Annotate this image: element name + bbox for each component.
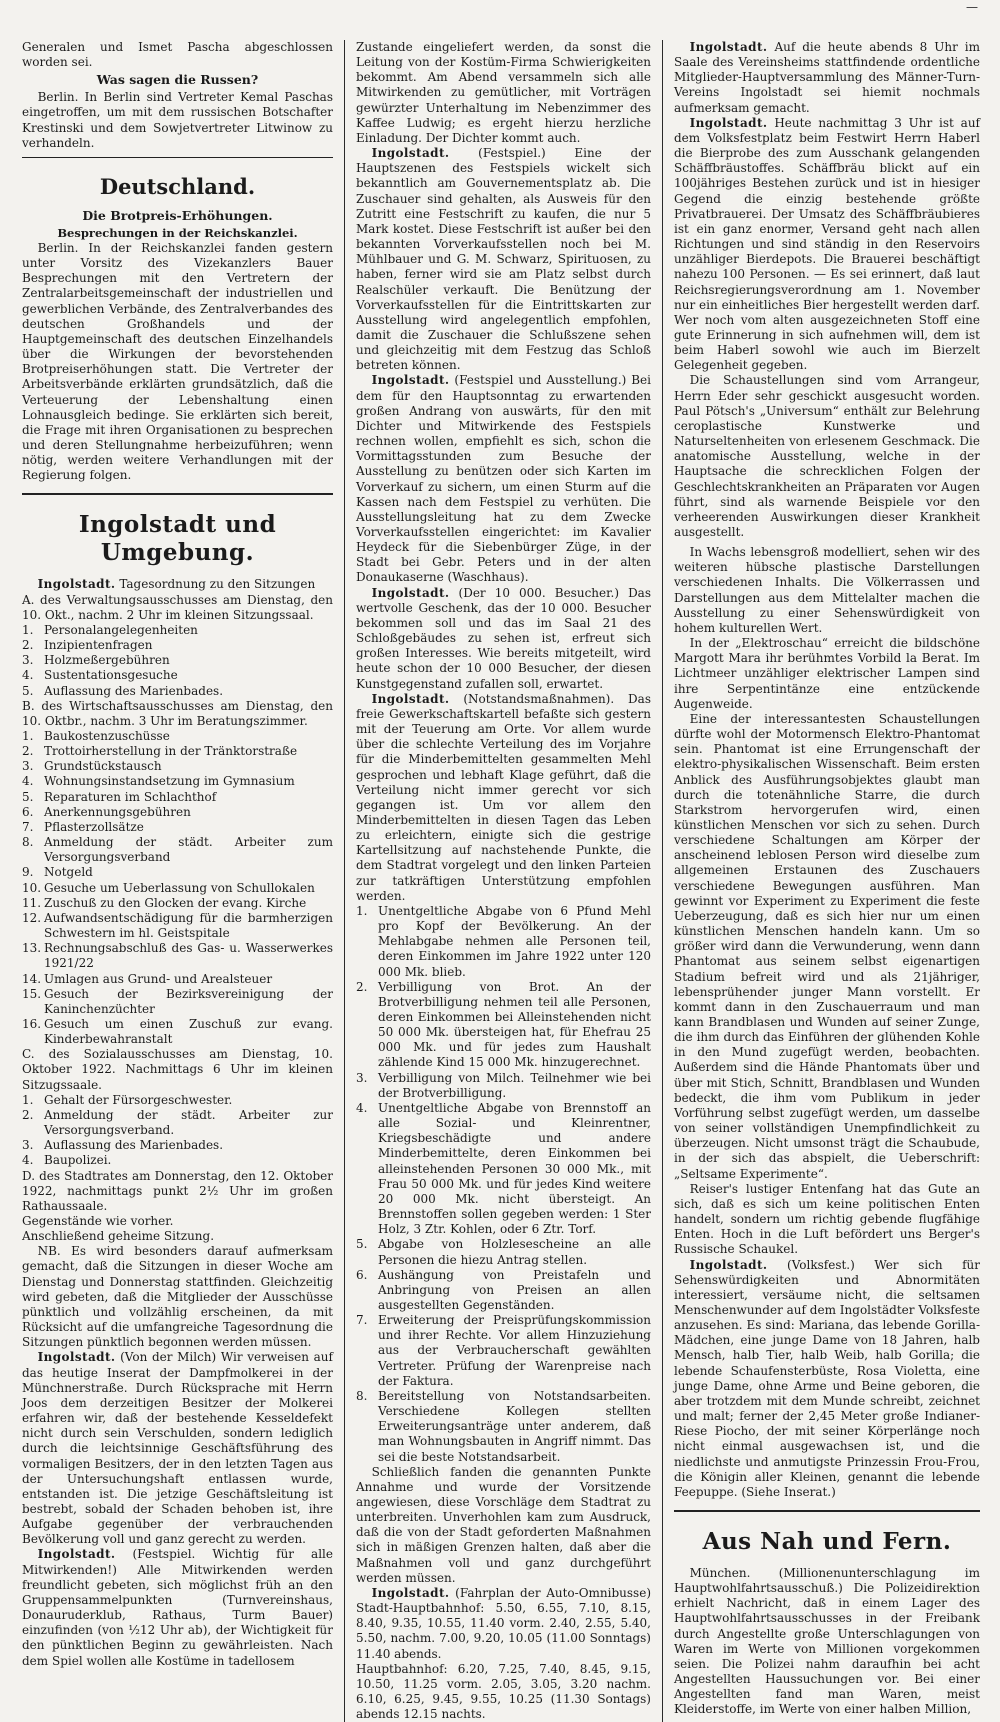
list-number: 4. bbox=[22, 1153, 34, 1168]
list-number: 7. bbox=[22, 819, 34, 834]
deutschland-heading: Deutschland. bbox=[99, 173, 256, 199]
list-text: Abgabe von Holzlesescheine an alle Personen die hiezu Antrag stellen. bbox=[378, 1237, 651, 1267]
list-number: 1. bbox=[22, 622, 34, 637]
nah-fern-heading: Aus Nah und Fern. bbox=[702, 1528, 952, 1555]
brotpreis-heading: Die Brotpreis-Erhöhungen. bbox=[82, 207, 273, 223]
dateline: Ingolstadt. bbox=[37, 1350, 116, 1365]
brotpreis-subheading: Besprechungen in der Reichskanzlei. bbox=[57, 225, 298, 240]
list-text: Anmeldung der städt. Arbeiter zur Versorgungsverband. bbox=[44, 1107, 333, 1138]
dateline: Ingolstadt. bbox=[371, 585, 450, 600]
dateline: Ingolstadt. bbox=[371, 146, 450, 161]
intro-paragraph: Generalen und Ismet Pascha abgeschlossen worden sei. bbox=[22, 40, 333, 70]
list-number: 6. bbox=[356, 1267, 368, 1282]
notstand-paragraph bbox=[356, 692, 651, 904]
list-item bbox=[356, 1237, 651, 1267]
festspiel2-paragraph bbox=[356, 146, 651, 373]
list-text: Inzipientenfragen bbox=[44, 638, 153, 653]
dateline: Ingolstadt. bbox=[689, 1257, 768, 1272]
list-number: 8. bbox=[356, 1388, 368, 1403]
festspiel1-paragraph bbox=[22, 1547, 333, 1668]
list-item bbox=[22, 759, 333, 774]
list-text: Gesuch um einen Zuschuß zur evang. Kinderbewahranstalt bbox=[44, 1016, 333, 1047]
list-number: 3. bbox=[22, 1138, 34, 1153]
list-text: Pflasterzollsätze bbox=[44, 819, 144, 834]
page-mark: — bbox=[966, 0, 978, 14]
russen-heading: Was sagen die Russen? bbox=[96, 72, 259, 88]
list-text: Baupolizei. bbox=[44, 1153, 112, 1168]
list-number: 14. bbox=[22, 971, 42, 986]
list-item bbox=[22, 972, 333, 987]
schluss-paragraph: Schließlich fanden die genannten Punkte Annahme und wurde der Vorsitzende angewiesen, diese Vorschläge dem Stadtrat zu unterbreiten. Unverhohlen kam zum Ausdruck, daß die von der Stadt geforderten Maßnahmen sich in mäßigen Grenzen halten, daß aber die Maßnahmen voll und ganz durchgeführt werden müssen. bbox=[356, 1464, 651, 1585]
list-number: 5. bbox=[22, 789, 34, 804]
fahrplan-text: (Fahrplan der Auto-Omnibusse) Stadt-Hauptbahnhof: 5.50, 6.55, 7.10, 8.15, 8.40, 9.35, 10.55, 11.40 vorm. 2.40, 2.55, 5.40, 5.50, nachm. 7.00, 9.20, 10.05 (11.00 Sonntags) 11.40 abends. bbox=[356, 1585, 651, 1661]
list-item bbox=[22, 653, 333, 668]
list-item bbox=[22, 865, 333, 880]
list-item bbox=[22, 1093, 333, 1108]
list-number: 4. bbox=[22, 668, 34, 683]
bier-paragraph bbox=[674, 116, 980, 374]
elektro-paragraph: In der „Elektroschau“ erreicht die bildschöne Margott Mara ihr berühmtes Vorbild la Berat. Im Lichtmeer unzähliger elektrischer Lampen sind ihre Serpentintänze eine entzückende Augenweide. bbox=[674, 636, 980, 711]
reiser-paragraph: Reiser's lustiger Entenfang hat das Gute an sich, daß es sich um keine politischen Enten handelt, sondern um richtig gebende flugfähige Enten. Hoch in die Luft befördert uns Berger's Russische Schaukel. bbox=[674, 1181, 980, 1257]
russen-paragraph: Berlin. In Berlin sind Vertreter Kemal Paschas eingetroffen, um mit dem russischen Botschafter Krestinski und dem Sowjetvertreter Litwinow zu verhandeln. bbox=[22, 90, 333, 150]
list-item bbox=[22, 1108, 333, 1138]
dateline: Ingolstadt. bbox=[689, 40, 768, 54]
list-text: Anmeldung der städt. Arbeiter zum Versorgungsverband bbox=[44, 835, 333, 865]
list-item bbox=[22, 744, 333, 759]
list-text: Gesuche um Ueberlassung von Schullokalen bbox=[44, 880, 315, 895]
list-text: Unentgeltliche Abgabe von 6 Pfund Mehl pro Kopf der Bevölkerung. An der Mehlabgabe nehmen alle Personen teil, deren Einkommen im Jahre 1922 unter 120 000 Mk. blieb. bbox=[378, 903, 651, 979]
list-item bbox=[22, 623, 333, 638]
list-text: Aufwandsentschädigung für die barmherzigen Schwestern im hl. Geistspitale bbox=[44, 910, 333, 941]
brotpreis-paragraph: Berlin. In der Reichskanzlei fanden gestern unter Vorsitz des Vizekanzlers Bauer Besprechungen mit den Vertretern der Zentralarbeitsgemeinschaft der industriellen und gewerblichen Verbände, des Zentralverbandes des deutschen Großhandels und der Hauptgemeinschaft des deutschen Einzelhandels über die Wirkungen der bevorstehenden Brotpreiserhöhungen statt. Die Vertreter der Arbeitsverbände erklärten grundsätzlich, daß die Verteuerung der Lebenshaltung einen Lohnausgleich bedinge. Sie erklärten sich bereit, die Frage mit ihren Organisationen zu besprechen und deren Stellungnahme herbeizuführen; wenn nötig, werden weitere Verhandlungen mit der Regierung folgen. bbox=[22, 240, 333, 483]
milch-text: (Von der Milch) Wir verweisen auf das heutige Inserat der Dampfmolkerei in der Münchnerstraße. Durch Rücksprache mit Herrn Joos dem derzeitigen Besitzer der Molkerei erfahren wir, daß der bestehende Kesseldefekt nicht durch sein Verschulden, sondern lediglich durch die leichtsinnige Geschäftsführung des vormaligen Besitzers, der in den letzten Tagen aus der Untersuchungshaft entlassen wurde, entstanden ist. Die jetzige Geschäftsleitung ist bestrebt, sobald der Schaden behoben ist, ihre Aufgabe gegenüber der verbrauchenden Bevölkerung voll und ganz gerecht zu werden. bbox=[22, 1350, 333, 1547]
list-text: Notgeld bbox=[44, 865, 93, 880]
list-item bbox=[356, 980, 651, 1071]
list-text: Rechnungsabschluß des Gas- u. Wasserwerkes 1921/22 bbox=[44, 941, 333, 971]
list-item bbox=[22, 774, 333, 789]
dateline: Ingolstadt. bbox=[689, 115, 768, 130]
list-text: Grundstückstausch bbox=[44, 759, 162, 774]
list-number: 2. bbox=[356, 979, 368, 994]
list-number: 8. bbox=[22, 835, 34, 850]
list-a bbox=[22, 623, 333, 699]
tagesordnung-text: Tagesordnung zu den Sitzungen bbox=[119, 577, 316, 592]
column-1 bbox=[22, 40, 344, 1722]
ausstellung-paragraph bbox=[356, 373, 651, 585]
list-text: Gehalt der Fürsorgeschwester. bbox=[44, 1092, 233, 1107]
volksfest-paragraph bbox=[674, 1258, 980, 1501]
list-item bbox=[22, 881, 333, 896]
turn-paragraph bbox=[674, 40, 980, 116]
list-number: 13. bbox=[22, 941, 42, 956]
divider bbox=[674, 1510, 980, 1512]
list-text: Baukostenzuschüsse bbox=[44, 729, 170, 743]
besucher-text: (Der 10 000. Besucher.) Das wertvolle Geschenk, das der 10 000. Besucher bekommen soll und das im Saal 21 des Schloßgebäudes zu sehen ist, erfreut sich großen Interesses. Wie bereits mitgeteilt, wird heute schon der 10 000 Besucher, der diesen Kunstgegenstand zufallen soll, erwartet. bbox=[356, 585, 651, 691]
list-text: Personalangelegenheiten bbox=[44, 622, 198, 637]
list-text: Gesuch der Bezirksvereinigung der Kaninchenzüchter bbox=[44, 986, 333, 1016]
list-item bbox=[22, 835, 333, 865]
continuation-paragraph: Zustande eingeliefert werden, da sonst die Leitung von der Kostüm-Firma Schwierigkeiten bekommt. Am Abend versammeln sich alle Mitwirkenden zu gemütlicher, mit Vorträgen gewürzter Unterhaltung im Nebenzimmer des Kaffee Ludwig; es ergeht hierzu herzliche Einladung. Der Dichter kommt auch. bbox=[356, 40, 651, 145]
list-item bbox=[356, 1268, 651, 1313]
gegenstaende: Gegenstände wie vorher. bbox=[22, 1214, 174, 1228]
list-item bbox=[22, 941, 333, 971]
column-2 bbox=[344, 40, 662, 1722]
section-c: C. des Sozialausschusses am Dienstag, 10. Oktober 1922. Nachmittags 6 Uhr im kleinen Sitzugssaale. bbox=[22, 1047, 333, 1092]
dateline: Ingolstadt. bbox=[371, 691, 450, 706]
nb-paragraph: NB. Es wird besonders darauf aufmerksam gemacht, daß die Sitzungen in dieser Woche am Dienstag und Donnerstag stattfinden. Gleichzeitig wird gebeten, daß die Mitglieder der Ausschüsse pünktlich und vollzählig erscheinen, da mit Rücksicht auf die umfangreiche Tagesordnung die Sitzungen pünktlich begonnen werden müssen. bbox=[22, 1244, 333, 1350]
list-number: 1. bbox=[356, 903, 368, 918]
list-text: Umlagen aus Grund- und Arealsteuer bbox=[44, 971, 273, 986]
list-item bbox=[356, 1071, 651, 1101]
list-text: Auflassung des Marienbades. bbox=[44, 1138, 224, 1153]
list-number: 2. bbox=[22, 1107, 34, 1122]
list-text: Aushängung von Preistafeln und Anbringung von Preisen an allen ausgestellten Gegenständen. bbox=[378, 1267, 651, 1312]
list-item bbox=[22, 1017, 333, 1047]
festspiel1-text: (Festspiel. Wichtig für alle Mitwirkenden!) Alle Mitwirkenden werden freundlicht gebeten, sich möglichst früh an den Gruppensammelpunkten (Turnvereinshaus, Donauruderklub, Rathaus, Turm Bauer) einzufinden (von ½12 Uhr ab), der Wichtigkeit für den pünktlichen Beginn zu gewährleisten. Nach dem Spiel wollen alle Kostüme in tadellosem bbox=[22, 1547, 333, 1668]
divider bbox=[22, 157, 333, 158]
fahrplan2-paragraph: Hauptbahnhof: 6.20, 7.25, 7.40, 8.45, 9.15, 10.50, 11.25 vorm. 2.05, 3.05, 3.20 nachm. 6.10, 6.25, 9.45, 9.55, 10.25 (11.30 Sontags) abends 12.15 nachts. bbox=[356, 1661, 651, 1722]
list-item bbox=[356, 1101, 651, 1237]
section-d: D. des Stadtrates am Donnerstag, den 12. Oktober 1922, nachmittags punkt 2½ Uhr im großen Rathaussaale. bbox=[22, 1168, 333, 1213]
list-text: Anerkennungsgebühren bbox=[44, 804, 191, 819]
festspiel2-text: (Festspiel.) Eine der Hauptszenen des Festspiels wickelt sich bekanntlich am Gouvernementsplatz ab. Die Zuschauer sind gehalten, als Ausweis für den Zutritt eine Festschrift zu kaufen, die nur 5 Mark kostet. Diese Festschrift ist außer bei den bekannten Vorverkaufsstellen noch bei M. Mühlbauer und G. M. Schwarz, Spirituosen, zu haben, ferner wird sie am Platz selbst durch Realschüler verkauft. Die Benützung der Vorverkaufsstellen für die Eintrittskarten zur Ausstellung wird angelegentlich empfohlen, damit die Zuschauer die Schlußszene sehen und gleichzeitig mit dem Festzug das Schloß betreten können. bbox=[356, 146, 651, 373]
list-text: Auflassung des Marienbades. bbox=[44, 683, 224, 698]
list-item bbox=[22, 1153, 333, 1168]
geheime-sitzung: Anschließend geheime Sitzung. bbox=[22, 1229, 215, 1244]
list-number: 4. bbox=[356, 1100, 368, 1115]
ausstellung-text: (Festspiel und Ausstellung.) Bei dem für den Hauptsonntag zu erwartenden großen Andrang von auswärts, für den mit Dichter und Mitwirkende des Festspiels rechnen wollen, empfiehlt es sich, schon die Vormittagsstunden zum Besuche der Ausstellung zu benützen oder sich Karten im Vorverkauf zu sichern, um einen Sturm auf die Kassen nach dem Festspiel zu verhüten. Die Ausstellungsleitung hat zu dem Zwecke Vorverkaufsstellen eingerichtet: im Kavalier Heydeck für die Siebenbürger Züge, in der Stadt bei Gebr. Peters und in der alten Donaukaserne (Waschhaus). bbox=[356, 373, 651, 585]
list-number: 3. bbox=[22, 653, 34, 668]
list-number: 9. bbox=[22, 865, 34, 880]
list-number: 1. bbox=[22, 1092, 34, 1107]
list-text: Verbilligung von Brot. An der Brotverbilligung nehmen teil alle Personen, deren Einkommen bei Alleinstehenden nicht 50 000 Mk. übersteigen hat, für Ehefrau 25 000 Mk. und für jedes zum Haushalt zählende Kind 15 000 Mk. hinzugerechnet. bbox=[378, 979, 651, 1070]
list-item bbox=[356, 904, 651, 980]
notstand-list bbox=[356, 904, 651, 1465]
tagesordnung-intro bbox=[22, 577, 333, 592]
list-text: Verbilligung von Milch. Teilnehmer wie bei der Brotverbilligung. bbox=[378, 1070, 651, 1100]
list-item bbox=[22, 729, 333, 744]
dateline: Ingolstadt. bbox=[371, 373, 450, 388]
list-c bbox=[22, 1093, 333, 1169]
section-b: B. des Wirtschaftsausschusses am Dienstag, den 10. Oktbr., nachm. 3 Uhr im Beratungszimmer. bbox=[22, 698, 333, 728]
divider bbox=[22, 493, 333, 495]
wachs-paragraph: In Wachs lebensgroß modelliert, sehen wir des weiteren hübsche plastische Darstellungen verschiedenen Inhalts. Die Völkerrassen und Darstellungen aus dem Mittelalter machen die Ausstellung zu einer Sehenswürdigkeit von hohem kulturellen Wert. bbox=[674, 545, 980, 635]
list-item bbox=[22, 684, 333, 699]
notstand-text: (Notstandsmaßnahmen). Das freie Gewerkschaftskartell befaßte sich gestern mit der Teuerung am Orte. Vor allem wurde über die schlechte Verteilung des im Vorjahre für die Minderbemittelten gesammelten Mehl gesprochen und lebhaft Klage geführt, daß die Verteilung nicht immer gerecht vor sich gegangen ist. Um vor allem den Minderbemittelten in diesen Tagen das Leben zu erleichtern, einigte sich die gestrige Kartellsitzung auf nachstehende Punkte, die dem Stadtrat vorgelegt und den linken Parteien zur tatkräftigen Unterstützung empfohlen werden. bbox=[356, 691, 651, 903]
list-text: Erweiterung der Preisprüfungskommission und ihrer Rechte. Vor allem Hinzuziehung aus der Verbraucherschaft gewählten Vertreter. Prüfung der Warenpreise nach der Faktura. bbox=[378, 1313, 651, 1388]
volksfest-text: (Volksfest.) Wer sich für Sehenswürdigkeiten und Abnormitäten interessiert, versäume nicht, die seltsamen Menschenwunder auf dem Ingolstädter Volksfeste anzusehen. Es sind: Mariana, das lebende Gorilla-Mädchen, eine junge Dame von 18 Jahren, halb Mensch, halb Tier, halb Weib, halb Gorilla; die lebende Schaufensterbüste, Rosa Violetta, eine junge Dame, ohne Arme und Beine geboren, die aber trotzdem mit dem Munde schreibt, zeichnet und malt; ferner der 2,45 Meter große Indianer-Riese Piocho, der mit seiner Körperlänge noch nicht einmal ausgewachsen ist, und die niedlichste und anmutigste Prinzessin Frou-Frou, die Königin aller Kleinen, genannt die lebende Feepuppe. (Siehe Inserat.) bbox=[674, 1257, 980, 1499]
list-number: 4. bbox=[22, 774, 34, 789]
list-number: 2. bbox=[22, 744, 34, 759]
list-item bbox=[22, 987, 333, 1017]
phantomat-paragraph: Eine der interessantesten Schaustellungen dürfte wohl der Motormensch Elektro-Phantomat sein. Phantomat ist eine Errungenschaft der elektro-physikalischen Wissenschaft. Beim ersten Anblick des Ausführungsobjektes glaubt man durch die totenähnliche Starre, die durch Starkstrom hervorgerufen wird, einen künstlichen Menschen vor sich zu sehen. Durch verschiedene Schaltungen am Körper der anscheinend leblosen Person wird dieselbe zum allgemeinen Erstaunen des Zuschauers verschiedene Bewegungen ausführen. Man gewinnt vor Experiment zu Experiment die feste Ueberzeugung, daß es sich hier nur um einen künstlichen Menschen handeln kann. Um so größer wird dann die Verwunderung, wenn dann Phantomat aus seinem selbst eigenartigen Stadium befreit wird und als 21jähriger, lebensprühender junger Mann vorstellt. Er kommt dann in den Zuschauerraum und man kann Brandblasen und Wunden auf seiner Zunge, die ihm durch das Einführen der glühenden Kohle in den Mund zugefügt werden, beobachten. Außerdem sind die Hände Phantomats über und über mit Stich, Schnitt, Brandblasen und Wunden bedeckt, die ihm vom Publikum in jeder Vorführung selbst zugefügt werden, um dasselbe von seiner vollständigen Unempfindlichkeit zu überzeugen. Nicht umsonst trägt die Schaubude, in der sich das abspielt, die Ueberschrift: „Seltsame Experimente“. bbox=[674, 711, 980, 1181]
list-number: 7. bbox=[356, 1313, 368, 1328]
schau-paragraph: Die Schaustellungen sind vom Arrangeur, Herrn Eder sehr geschickt ausgesucht worden. Paul Pötsch's „Universum“ enthält zur Belehrung ceroplastische Kunstwerke und Naturseltenheiten von erlesenem Geschmack. Die anatomische Ausstellung, welche in der Hauptsache die schrecklichen Folgen der Geschlechtskrankheiten an Präparaten vor Augen führt, sind als warnende Beispiele vor den verheerenden Auswirkungen dieser Krankheit ausgestellt. bbox=[674, 373, 980, 539]
list-text: Sustentationsgesuche bbox=[44, 668, 178, 683]
list-item bbox=[22, 896, 333, 911]
list-number: 3. bbox=[356, 1070, 368, 1085]
list-item bbox=[356, 1389, 651, 1465]
list-number: 5. bbox=[356, 1237, 368, 1252]
list-text: Reparaturen im Schlachthof bbox=[44, 789, 217, 804]
list-text: Unentgeltliche Abgabe von Brennstoff an alle Sozial- und Kleinrentner, Kriegsbeschädigte und andere Minderbemittelte, deren Einkommen bei alleinstehenden Personen 30 000 Mk., mit Frau 50 000 Mk. und für jedes Kind weitere 20 000 Mk. nicht übersteigt. An Brennstoffen sollen gegeben werden: 1 Ster Holz, 3 Ztr. Kohlen, oder 6 Ztr. Torf. bbox=[378, 1100, 651, 1237]
list-number: 12. bbox=[22, 910, 42, 925]
list-item bbox=[22, 790, 333, 805]
section-a: A. des Verwaltungsausschusses am Dienstag, den 10. Okt., nachm. 2 Uhr im kleinen Sitzungssaal. bbox=[22, 592, 333, 622]
list-number: 5. bbox=[22, 683, 34, 698]
list-item bbox=[22, 911, 333, 941]
list-text: Wohnungsinstandsetzung im Gymnasium bbox=[44, 774, 295, 789]
list-number: 2. bbox=[22, 638, 34, 653]
ingolstadt-heading: Ingolstadt und Umgebung. bbox=[78, 511, 277, 567]
turn-text: Auf die heute abends 8 Uhr im Saale des Vereinsheims stattfindende ordentliche Mitglieder-Hauptversammlung des Männer-Turn-Vereins Ingolstadt sei hiemit nochmals aufmerksam gemacht. bbox=[674, 40, 980, 115]
dateline: Ingolstadt. bbox=[37, 1547, 116, 1562]
list-item bbox=[356, 1313, 651, 1389]
list-item bbox=[22, 638, 333, 653]
besucher-paragraph bbox=[356, 586, 651, 692]
list-text: Trottoirherstellung in der Tränktorstraße bbox=[44, 744, 298, 759]
list-item bbox=[22, 805, 333, 820]
list-number: 6. bbox=[22, 804, 34, 819]
list-item bbox=[22, 1138, 333, 1153]
list-number: 16. bbox=[22, 1016, 42, 1031]
list-number: 10. bbox=[22, 880, 42, 895]
fahrplan-paragraph bbox=[356, 1586, 651, 1662]
dateline: Ingolstadt. bbox=[371, 1585, 450, 1600]
list-number: 11. bbox=[22, 895, 42, 910]
list-number: 1. bbox=[22, 729, 34, 743]
list-text: Zuschuß zu den Glocken der evang. Kirche bbox=[44, 895, 307, 910]
list-item bbox=[22, 668, 333, 683]
list-b bbox=[22, 729, 333, 1047]
muenchen-paragraph: München. (Millionenunterschlagung im Hauptwohlfahrtsausschuß.) Die Polizeidirektion erhielt Nachricht, daß in einem Lager des Hauptwohlfahrtsausschusses in der Freibank durch Angestellte große Unterschlagungen von Waren im Werte von Millionen vorgekommen seien. Die Polizei nahm daraufhin bei acht Angestellten Haussuchungen vor. Bei einer Angestellten fand man Waren, meist Kleiderstoffe, im Werte von einer halben Million, bbox=[674, 1566, 980, 1717]
list-text: Bereitstellung von Notstandsarbeiten. Verschiedene Kollegen stellten Erweiterungsanträge unter anderem, daß man Wohnungsbauten in Angriff nimmt. Das sei die beste Notstandsarbeit. bbox=[378, 1388, 651, 1464]
dateline: Ingolstadt. bbox=[37, 577, 116, 592]
milch-paragraph bbox=[22, 1350, 333, 1547]
column-3 bbox=[662, 40, 980, 1722]
list-item bbox=[22, 820, 333, 835]
bier-text: Heute nachmittag 3 Uhr ist auf dem Volksfestplatz beim Festwirt Herrn Haberl die Bierprobe des zum Ausschank gelangenden Schäffbräustoffes. Schäffbräu blickt auf ein 100jähriges Bestehen zurück und ist in hiesiger Gegend die einzig bestehende größte Privatbrauerei. Der Umsatz des Schäffbräubieres ist ein ganz enormer, Versand geht nach allen Richtungen und sind ständig in den Reservoirs unzähliger Bierdepots. Die Brauerei beschäftigt nahezu 100 Personen. — Es sei erinnert, daß laut Reichsregierungsverordnung am 1. November nur ein einheitliches Bier hergestellt werden darf. Wer noch vom alten ausgezeichneten Stoff eine gute Erinnerung in sich aufnehmen will, dem ist beim Haberl sowohl wie auch im Bierzelt Gelegenheit gegeben. bbox=[674, 115, 980, 373]
list-number: 15. bbox=[22, 986, 42, 1001]
list-text: Holzmeßergebühren bbox=[44, 653, 170, 668]
list-number: 3. bbox=[22, 759, 34, 774]
